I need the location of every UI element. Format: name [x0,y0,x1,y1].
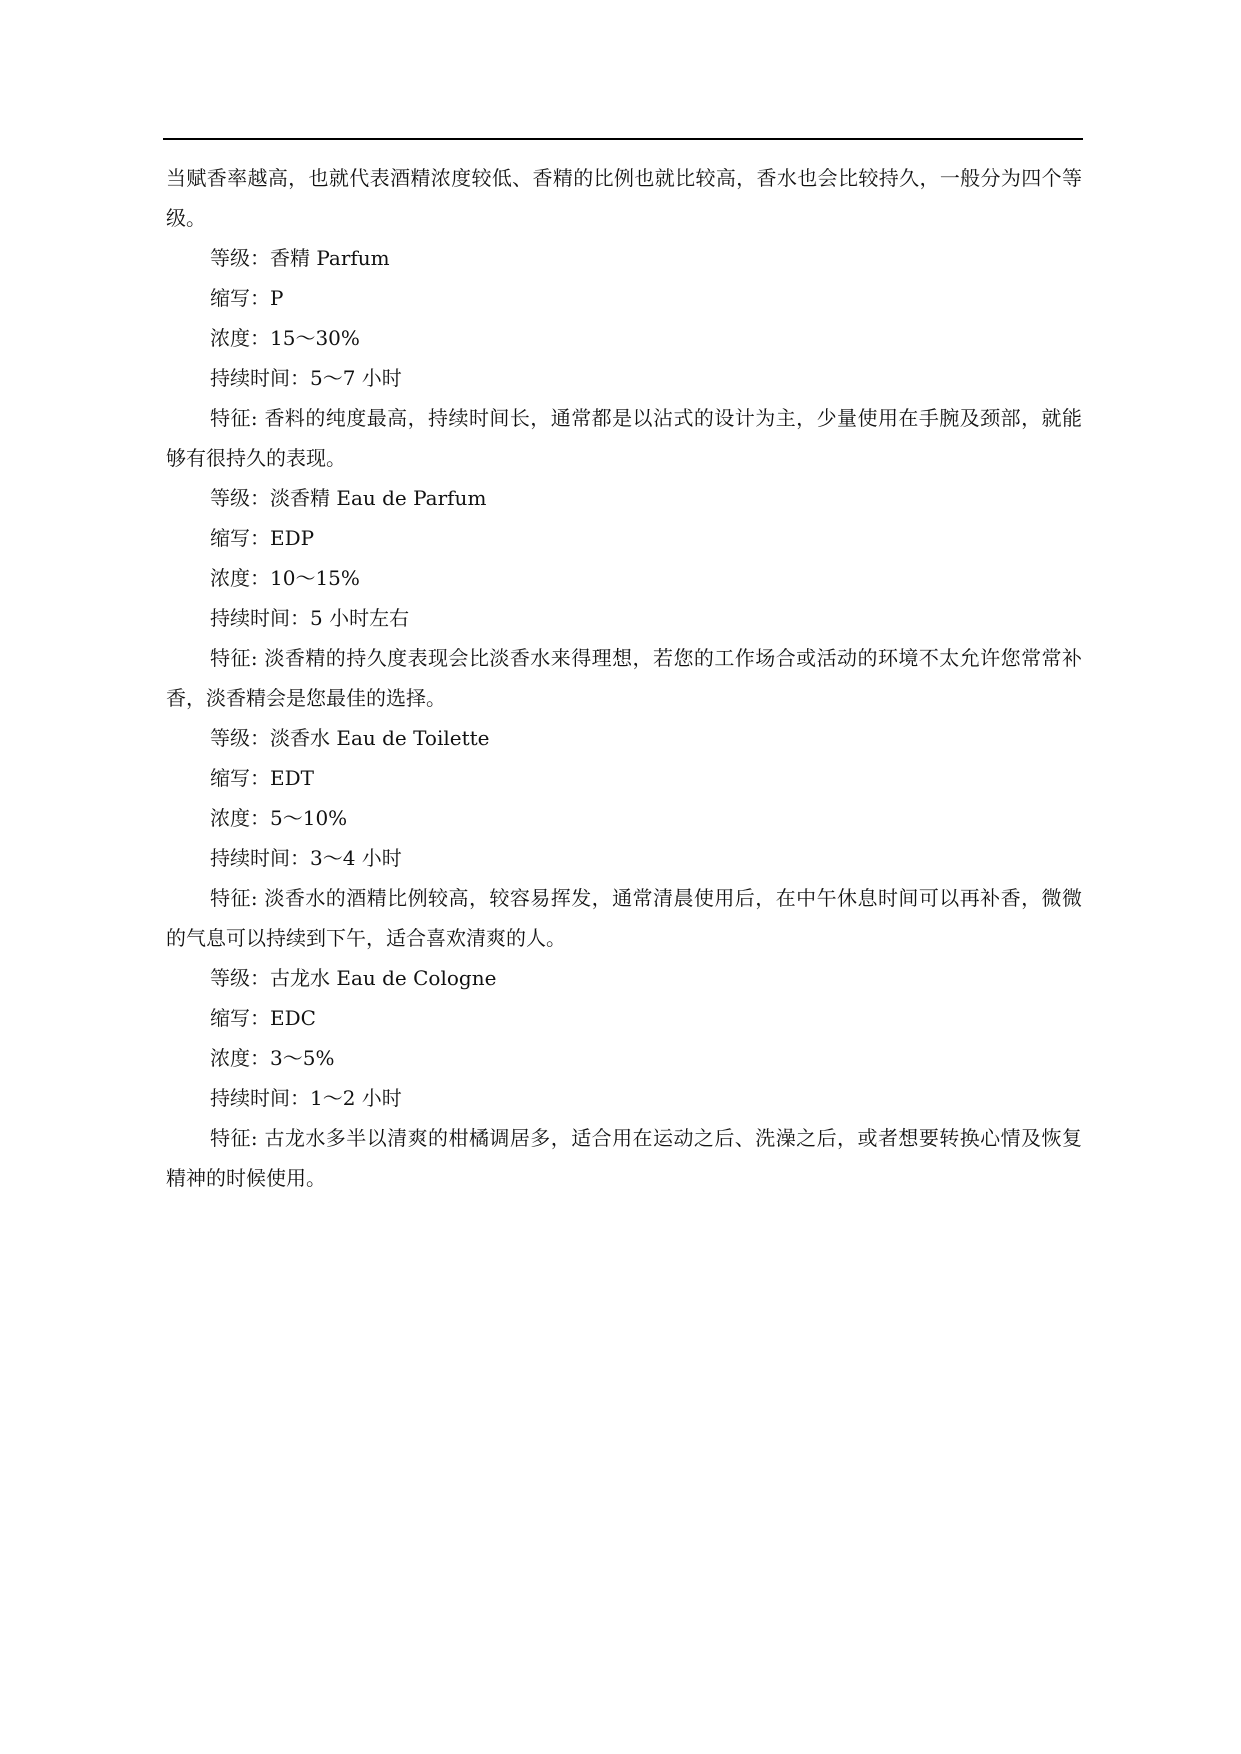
abbreviation-line: 缩写：EDP [210,526,315,550]
concentration-line: 浓度：10～15% [210,566,360,590]
feature-paragraph: 特征: 古龙水多半以清爽的柑橘调居多，适合用在运动之后、洗澡之后，或者想要转换心情及恢复精神的时候使用。 [166,1126,1082,1190]
grade-line: 等级：古龙水 Eau de Cologne [210,966,497,990]
feature-paragraph: 特征: 淡香水的酒精比例较高，较容易挥发，通常清晨使用后，在中午休息时间可以再补香，微微的气息可以持续到下午，适合喜欢清爽的人。 [166,886,1082,950]
grade-line: 等级：香精 Parfum [210,246,390,270]
abbreviation-line: 缩写：EDC [210,1006,316,1030]
document-body [166,158,1082,1198]
concentration-line: 浓度：5～10% [210,806,348,830]
duration-line: 持续时间：3～4 小时 [210,846,402,870]
grade-line: 等级：淡香水 Eau de Toilette [210,726,490,750]
duration-line: 持续时间：5 小时左右 [210,606,410,630]
abbreviation-line: 缩写：P [210,286,284,310]
duration-line: 持续时间：5～7 小时 [210,366,402,390]
abbreviation-line: 缩写：EDT [210,766,314,790]
grade-section-eau-de-cologne [166,958,1082,1198]
concentration-line: 浓度：15～30% [210,326,360,350]
grade-section-eau-de-parfum [166,478,1082,718]
feature-paragraph: 特征: 香料的纯度最高，持续时间长，通常都是以沾式的设计为主，少量使用在手腕及颈部，就能够有很持久的表现。 [166,406,1082,470]
grade-section-parfum [166,238,1082,478]
grade-section-eau-de-toilette [166,718,1082,958]
grade-line: 等级：淡香精 Eau de Parfum [210,486,487,510]
concentration-line: 浓度：3～5% [210,1046,335,1070]
intro-paragraph: 当赋香率越高，也就代表酒精浓度较低、香精的比例也就比较高，香水也会比较持久，一般分为四个等级。 [166,166,1082,230]
feature-paragraph: 特征: 淡香精的持久度表现会比淡香水来得理想，若您的工作场合或活动的环境不太允许您常常补香，淡香精会是您最佳的选择。 [166,646,1082,710]
header-rule [163,138,1083,140]
duration-line: 持续时间：1～2 小时 [210,1086,402,1110]
